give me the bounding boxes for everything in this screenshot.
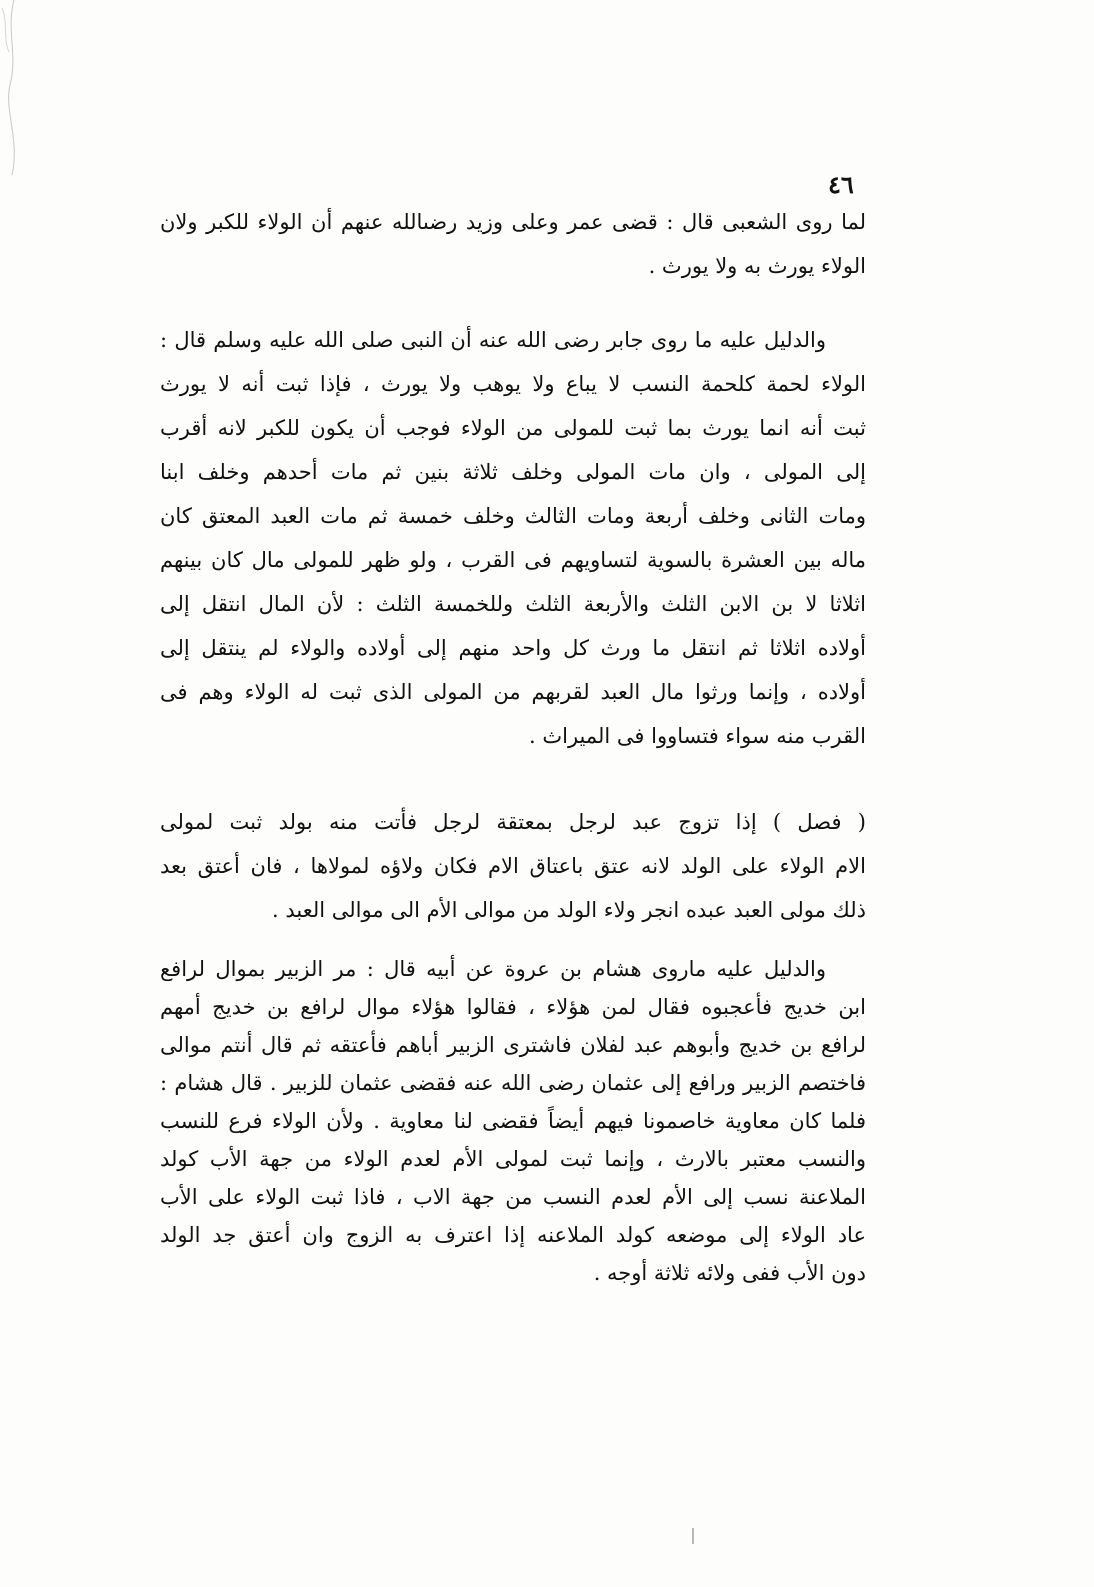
text-line: ماله بين العشرة بالسوية لتساويهم فى القرب ، ولو ظهر للمولى مال كان بينهم — [160, 548, 866, 572]
text-line: ثبت أنه انما يورث بما ثبت للمولى من الولاء فوجب أن يكون للكبر لانه أقرب — [160, 416, 866, 440]
text-line: فلما كان معاوية خاصمونا فيهم أيضاً فقضى لنا معاوية . ولأن الولاء فرع للنسب — [160, 1109, 866, 1133]
text-line: والنسب معتبر بالارث ، وإنما ثبت لمولى الأم لعدم الولاء من جهة الأب كولد — [160, 1147, 866, 1171]
text-line: ذلك مولى العبد عبده انجر ولاء الولد من موالى الأم الى موالى العبد . — [271, 898, 866, 922]
text-line: القرب منه سواء فتساووا فى الميراث . — [528, 724, 866, 748]
text-line: الولاء لحمة كلحمة النسب لا يباع ولا يوهب ولا يورث ، فإذا ثبت أنه لا يورث — [160, 372, 866, 396]
text-line: الولاء يورث به ولا يورث . — [648, 254, 866, 278]
text-line: أولاده ، وإنما ورثوا مال العبد لقربهم من المولى الذى ثبت له الولاء وهم فى — [160, 680, 866, 704]
text-line: فاختصم الزبير ورافع إلى عثمان رضى الله عنه فقضى عثمان للزبير . قال هشام : — [160, 1071, 866, 1095]
paragraph-1 — [160, 200, 866, 288]
text-line: عاد الولاء إلى موضعه كولد الملاعنه إذا اعترف به الزوج وان أعتق جد الولد — [160, 1223, 866, 1247]
paragraph-2 — [160, 318, 866, 758]
text-line: إلى المولى ، وان مات المولى وخلف ثلاثة بنين ثم مات أحدهم وخلف ابنا — [160, 460, 866, 484]
scan-mark — [692, 1528, 694, 1544]
text-line: أولاده اثلاثا ثم انتقل ما ورث كل واحد منهم إلى أولاده والولاء لم ينتقل إلى — [160, 636, 866, 660]
page-edge-mark — [0, 0, 40, 210]
text-line: لرافع بن خديج وأبوهم عبد لفلان فاشترى الزبير أباهم فأعتقه ثم قال أنتم موالى — [160, 1033, 866, 1057]
text-line: ومات الثانى وخلف أربعة ومات الثالث وخلف خمسة ثم مات العبد المعتق كان — [160, 504, 866, 528]
text-line: ابن خديج فأعجبوه فقال لمن هؤلاء ، فقالوا هؤلاء موال لرافع بن خديج أمهم — [160, 995, 866, 1019]
text-line: دون الأب ففى ولائه ثلاثة أوجه . — [593, 1261, 866, 1285]
text-line: والدليل عليه ماروى هشام بن عروة عن أبيه قال : مر الزبير بموال لرافع — [160, 957, 826, 981]
paragraph-fasl — [160, 800, 866, 932]
page-number: ٤٦ — [828, 170, 854, 199]
text-line: الام الولاء على الولد لانه عتق باعتاق الام فكان ولاؤه لمولاها ، فان أعتق بعد — [160, 854, 866, 878]
text-line: والدليل عليه ما روى جابر رضى الله عنه أن النبى صلى الله عليه وسلم قال : — [160, 328, 826, 352]
text-line: لما روى الشعبى قال : قضى عمر وعلى وزيد رضىالله عنهم أن الولاء للكبر ولان — [160, 210, 866, 234]
text-line: اثلاثا لا بن الابن الثلث والأربعة الثلث وللخمسة الثلث : لأن المال انتقل إلى — [160, 592, 866, 616]
text-line: ( فصل ) إذا تزوج عبد لرجل بمعتقة لرجل فأتت منه بولد ثبت لمولى — [160, 810, 866, 834]
text-line: الملاعنة نسب إلى الأم لعدم النسب من جهة الاب ، فاذا ثبت الولاء على الأب — [160, 1185, 866, 1209]
paragraph-4 — [160, 950, 866, 1292]
